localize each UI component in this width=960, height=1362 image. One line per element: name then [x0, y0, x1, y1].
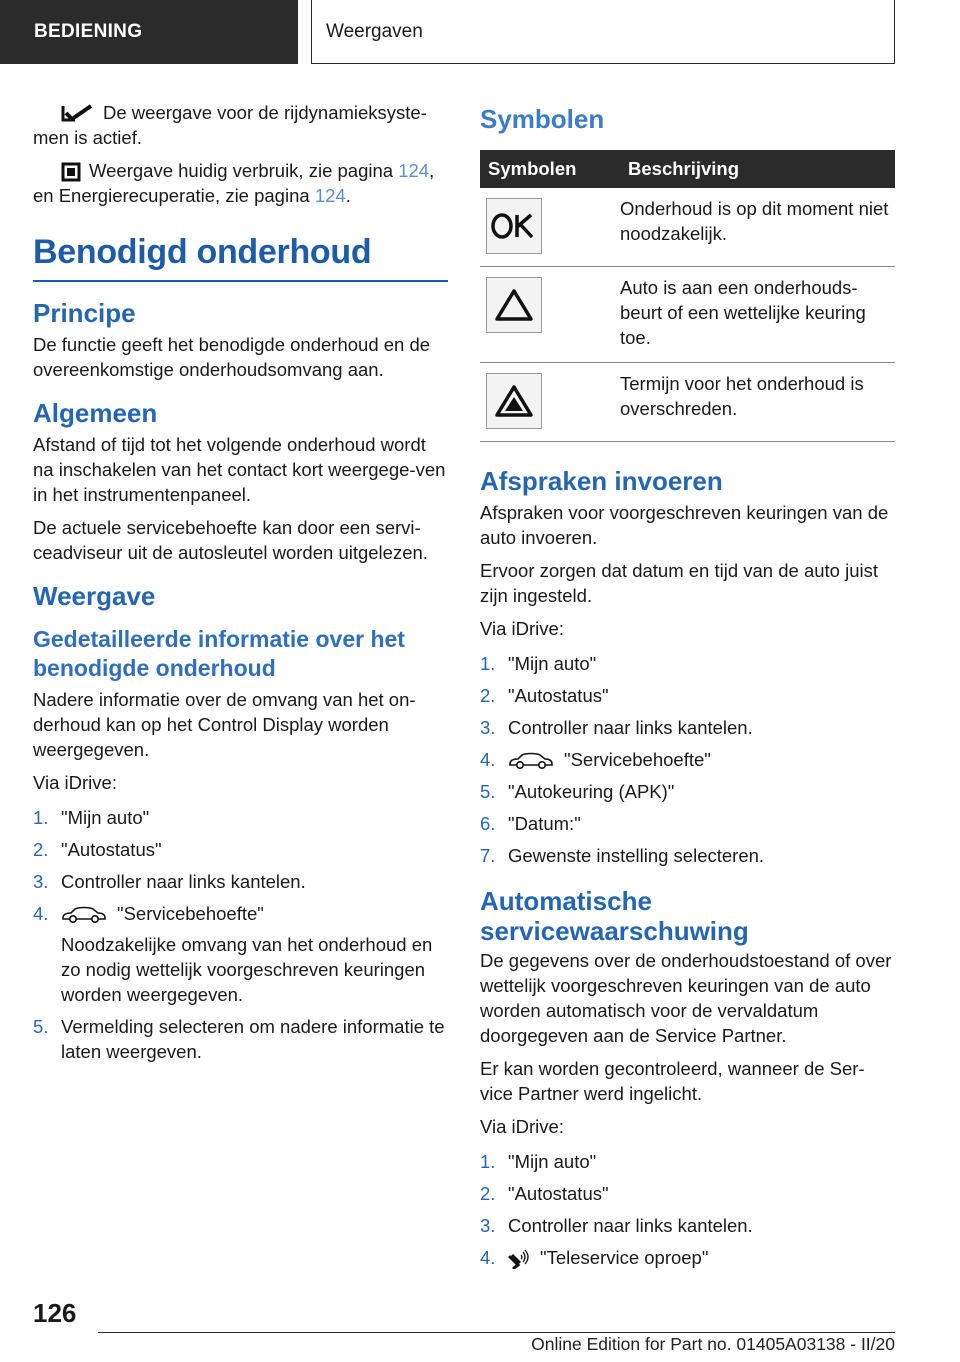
heading-algemeen: Algemeen [33, 397, 158, 428]
drive-dynamics-icon [61, 104, 93, 124]
list-item [480, 715, 895, 740]
step-number: 2. [480, 685, 496, 706]
step-number: 4. [33, 902, 49, 924]
symbol-description: Onderhoud is op dit moment niet noodzakelijk. [620, 188, 895, 267]
edition-text: Online Edition for Part no. 01405A03138 - II/20 [531, 1334, 895, 1354]
heading-afspraken: Afspraken invoeren [480, 466, 723, 496]
automatische-via: Via iDrive: [480, 1116, 564, 1137]
teleservice-icon [508, 1249, 530, 1269]
list-item [480, 811, 895, 836]
weergave-steps [33, 805, 448, 1064]
step-text: "Teleservice oproep" [540, 1247, 709, 1268]
list-item [33, 901, 448, 1007]
indicator-drive-dynamics [33, 100, 448, 150]
weergave-text: Nadere informatie over de omvang van het on-derhoud kan op het Control Display worden weergegeven. [33, 688, 416, 760]
list-item [33, 837, 448, 862]
step-number: 6. [480, 813, 496, 834]
section-tab [0, 0, 298, 64]
list-item [33, 869, 448, 894]
symbol-cell [480, 267, 620, 363]
heading-principe: Principe [33, 297, 136, 328]
footer-rule [98, 1332, 895, 1333]
step-text: "Servicebehoefte" [117, 902, 264, 924]
step-number: 1. [480, 653, 496, 674]
indicator-consumption-text: Weergave huidig verbruik, zie pagina [89, 160, 399, 181]
step-text: "Autokeuring (APK)" [508, 781, 675, 802]
algemeen-text-1: Afstand of tijd tot het volgende onderhoud wordt na inschakelen van het contact kort weergege-ven in het instrumentenpaneel. [33, 433, 446, 505]
list-item [480, 843, 895, 868]
table-row [480, 267, 895, 363]
afspraken-text-1: Afspraken voor voorgeschreven keuringen van de auto invoeren. [480, 502, 889, 548]
warning-triangle-filled-icon [486, 373, 542, 429]
step-text: "Datum:" [508, 813, 581, 834]
subheading-detail: Gedetailleerde informatie over het benodigde onderhoud [33, 625, 405, 681]
indicator-recuperation-text: , en Energierecuperatie, zie pagina [33, 160, 435, 206]
triangle-filled-glyph [494, 384, 534, 418]
column-header-description: Beschrijving [620, 150, 895, 188]
list-item [480, 1181, 895, 1206]
step-number: 1. [480, 1151, 496, 1172]
table-header-row [480, 150, 895, 188]
step-number: 4. [480, 749, 496, 770]
step-number: 1. [33, 806, 49, 828]
afspraken-steps [480, 651, 895, 868]
step-text: "Mijn auto" [508, 653, 597, 674]
step-number: 7. [480, 845, 496, 866]
symbol-cell [480, 188, 620, 267]
left-column [33, 100, 448, 1072]
list-item [33, 1014, 448, 1064]
step-text: "Mijn auto" [508, 1151, 597, 1172]
step-text: Gewenste instelling selecteren. [508, 845, 765, 866]
automatische-text-1: De gegevens over de onderhoudstoestand of over wettelijk voorgeschreven keuringen van de auto worden automatisch voor de vervaldatum doorgegeven aan de Service Partner. [480, 950, 892, 1046]
right-column [480, 102, 895, 1278]
indicator-consumption [33, 158, 448, 208]
list-item [480, 747, 895, 772]
ok-icon [486, 198, 542, 254]
heading-weergave: Weergave [33, 580, 156, 611]
car-icon [508, 752, 554, 770]
symbol-table [480, 150, 895, 442]
step-number: 5. [33, 1015, 49, 1037]
page-title: Benodigd onderhoud [33, 233, 372, 271]
afspraken-via: Via iDrive: [480, 618, 564, 639]
heading-symbolen: Symbolen [480, 104, 605, 134]
page-number: 126 [33, 1298, 77, 1328]
column-header-symbol: Symbolen [480, 150, 620, 188]
heading-automatische: Automatische servicewaarschuwing [480, 886, 749, 946]
step-text: "Autostatus" [508, 685, 609, 706]
list-item [480, 1213, 895, 1238]
step-number: 3. [480, 717, 496, 738]
step-text: Vermelding selecteren om nadere informatie te laten weergeven. [61, 1015, 445, 1062]
triangle-glyph [494, 288, 534, 322]
list-item [480, 1149, 895, 1174]
step-text: "Autostatus" [61, 838, 162, 860]
symbol-cell [480, 363, 620, 442]
step-number: 5. [480, 781, 496, 802]
step-subtext: Noodzakelijke omvang van het onderhoud en zo nodig wettelijk voorgeschreven keuringen worden weergegeven. [61, 933, 433, 1005]
section-label: BEDIENING [34, 21, 143, 42]
afspraken-text-2: Ervoor zorgen dat datum en tijd van de auto juist zijn ingesteld. [480, 560, 878, 606]
table-row [480, 188, 895, 267]
automatische-steps [480, 1149, 895, 1270]
list-item [480, 651, 895, 676]
step-number: 4. [480, 1247, 496, 1268]
step-text: "Mijn auto" [61, 806, 150, 828]
algemeen-text-2: De actuele servicebehoefte kan door een servi-ceadviseur uit de autosleutel worden uitgelezen. [33, 516, 428, 563]
topic-tab [311, 0, 895, 64]
step-number: 2. [480, 1183, 496, 1204]
weergave-via: Via iDrive: [33, 771, 117, 793]
title-rule [33, 280, 448, 282]
list-item [33, 805, 448, 830]
list-item [480, 1245, 895, 1270]
warning-triangle-outline-icon [486, 277, 542, 333]
ok-glyph [489, 211, 539, 241]
step-text: "Servicebehoefte" [564, 749, 711, 770]
step-number: 2. [33, 838, 49, 860]
period: . [345, 185, 351, 206]
step-number: 3. [33, 870, 49, 892]
symbol-description: Termijn voor het onderhoud is overschreden. [620, 363, 895, 442]
list-item [480, 683, 895, 708]
table-row [480, 363, 895, 442]
step-text: Controller naar links kantelen. [61, 870, 306, 892]
step-text: Controller naar links kantelen. [508, 717, 753, 738]
symbol-description: Auto is aan een onderhouds-beurt of een wettelijke keuring toe. [620, 267, 895, 363]
step-text: Controller naar links kantelen. [508, 1215, 753, 1236]
page-link-124[interactable]: 124 [398, 160, 430, 181]
automatische-text-2: Er kan worden gecontroleerd, wanneer de Ser-vice Partner werd ingelicht. [480, 1058, 865, 1104]
square-icon [61, 162, 81, 182]
list-item [480, 779, 895, 804]
step-text: "Autostatus" [508, 1183, 609, 1204]
indicator-drive-dynamics-text: De weergave voor de rijdynamieksyste-men is actief. [33, 102, 427, 148]
step-number: 3. [480, 1215, 496, 1236]
topic-label: Weergaven [326, 20, 423, 42]
car-icon [61, 906, 107, 924]
principe-text: De functie geeft het benodigde onderhoud en de overeenkomstige onderhoudsomvang aan. [33, 333, 431, 380]
page-link-124-recuperation[interactable]: 124 [314, 185, 346, 206]
